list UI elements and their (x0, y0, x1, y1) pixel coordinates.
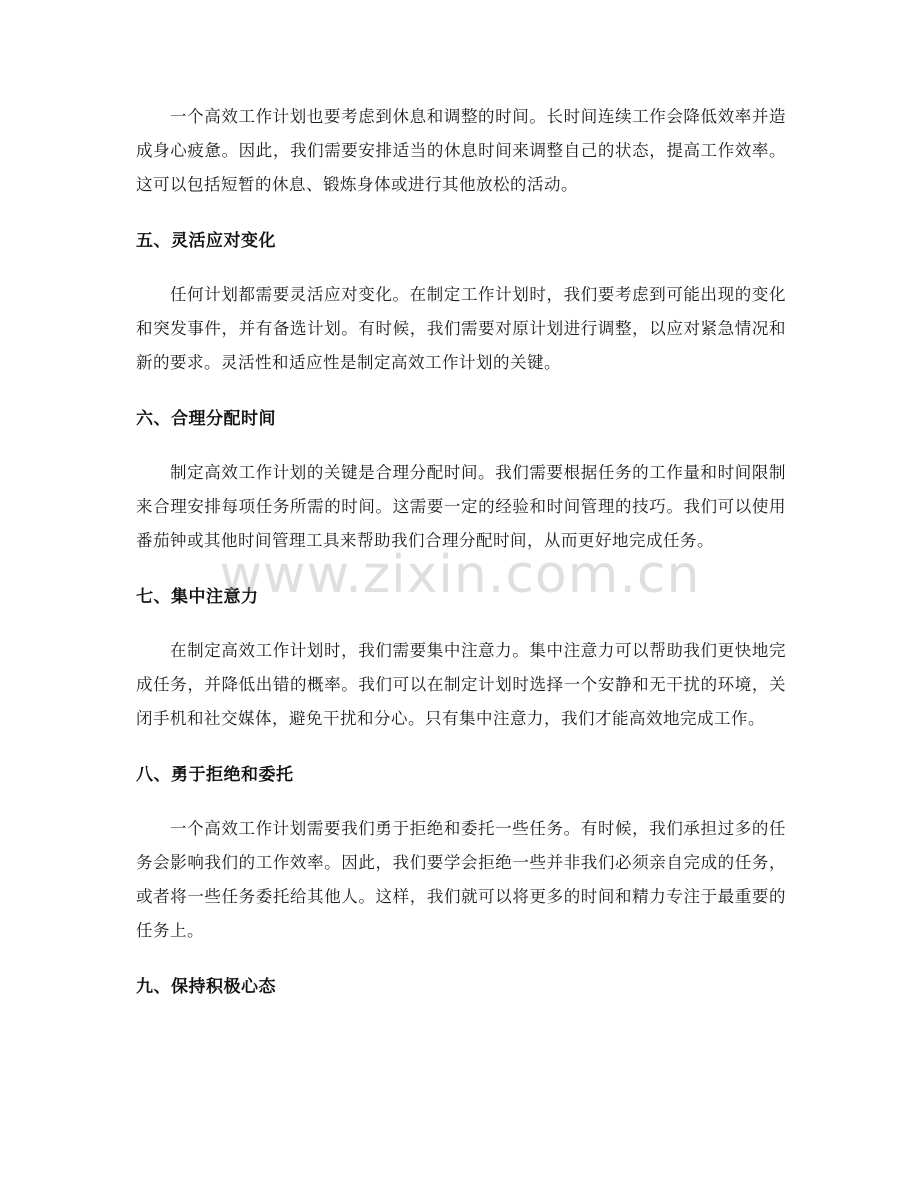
section-heading-5: 五、灵活应对变化 (136, 231, 276, 251)
section-heading-6: 六、合理分配时间 (136, 409, 276, 429)
section-paragraph-6: 制定高效工作计划的关键是合理分配时间。我们需要根据任务的工作量和时间限制来合理安排每项任务所需的时间。这需要一定的经验和时间管理的技巧。我们可以使用番茄钟或其他时间管理工具来帮助我们合理分配时间，从而更好地完成任务。 (136, 463, 786, 550)
watermark-text: www.zixin.com.cn (219, 545, 701, 605)
document-body (136, 100, 786, 1004)
intro-paragraph: 一个高效工作计划也要考虑到休息和调整的时间。长时间连续工作会降低效率并造成身心疲惫。因此，我们需要安排适当的休息时间来调整自己的状态，提高工作效率。这可以包括短暂的休息、锻炼身体或进行其他放松的活动。 (136, 107, 786, 194)
section-paragraph-5: 任何计划都需要灵活应对变化。在制定工作计划时，我们要考虑到可能出现的变化和突发事件，并有备选计划。有时候，我们需要对原计划进行调整，以应对紧急情况和新的要求。灵活性和适应性是制定高效工作计划的关键。 (136, 285, 786, 372)
section-paragraph-8: 一个高效工作计划需要我们勇于拒绝和委托一些任务。有时候，我们承担过多的任务会影响我们的工作效率。因此，我们要学会拒绝一些并非我们必须亲自完成的任务，或者将一些任务委托给其他人。这样，我们就可以将更多的时间和精力专注于最重要的任务上。 (136, 819, 786, 940)
section-heading-9: 九、保持积极心态 (136, 977, 276, 997)
section-paragraph-7: 在制定高效工作计划时，我们需要集中注意力。集中注意力可以帮助我们更快地完成任务，并降低出错的概率。我们可以在制定计划时选择一个安静和无干扰的环境，关闭手机和社交媒体，避免干扰和分心。只有集中注意力，我们才能高效地完成工作。 (136, 641, 786, 728)
section-heading-7: 七、集中注意力 (136, 587, 259, 607)
section-heading-8: 八、勇于拒绝和委托 (136, 765, 294, 785)
